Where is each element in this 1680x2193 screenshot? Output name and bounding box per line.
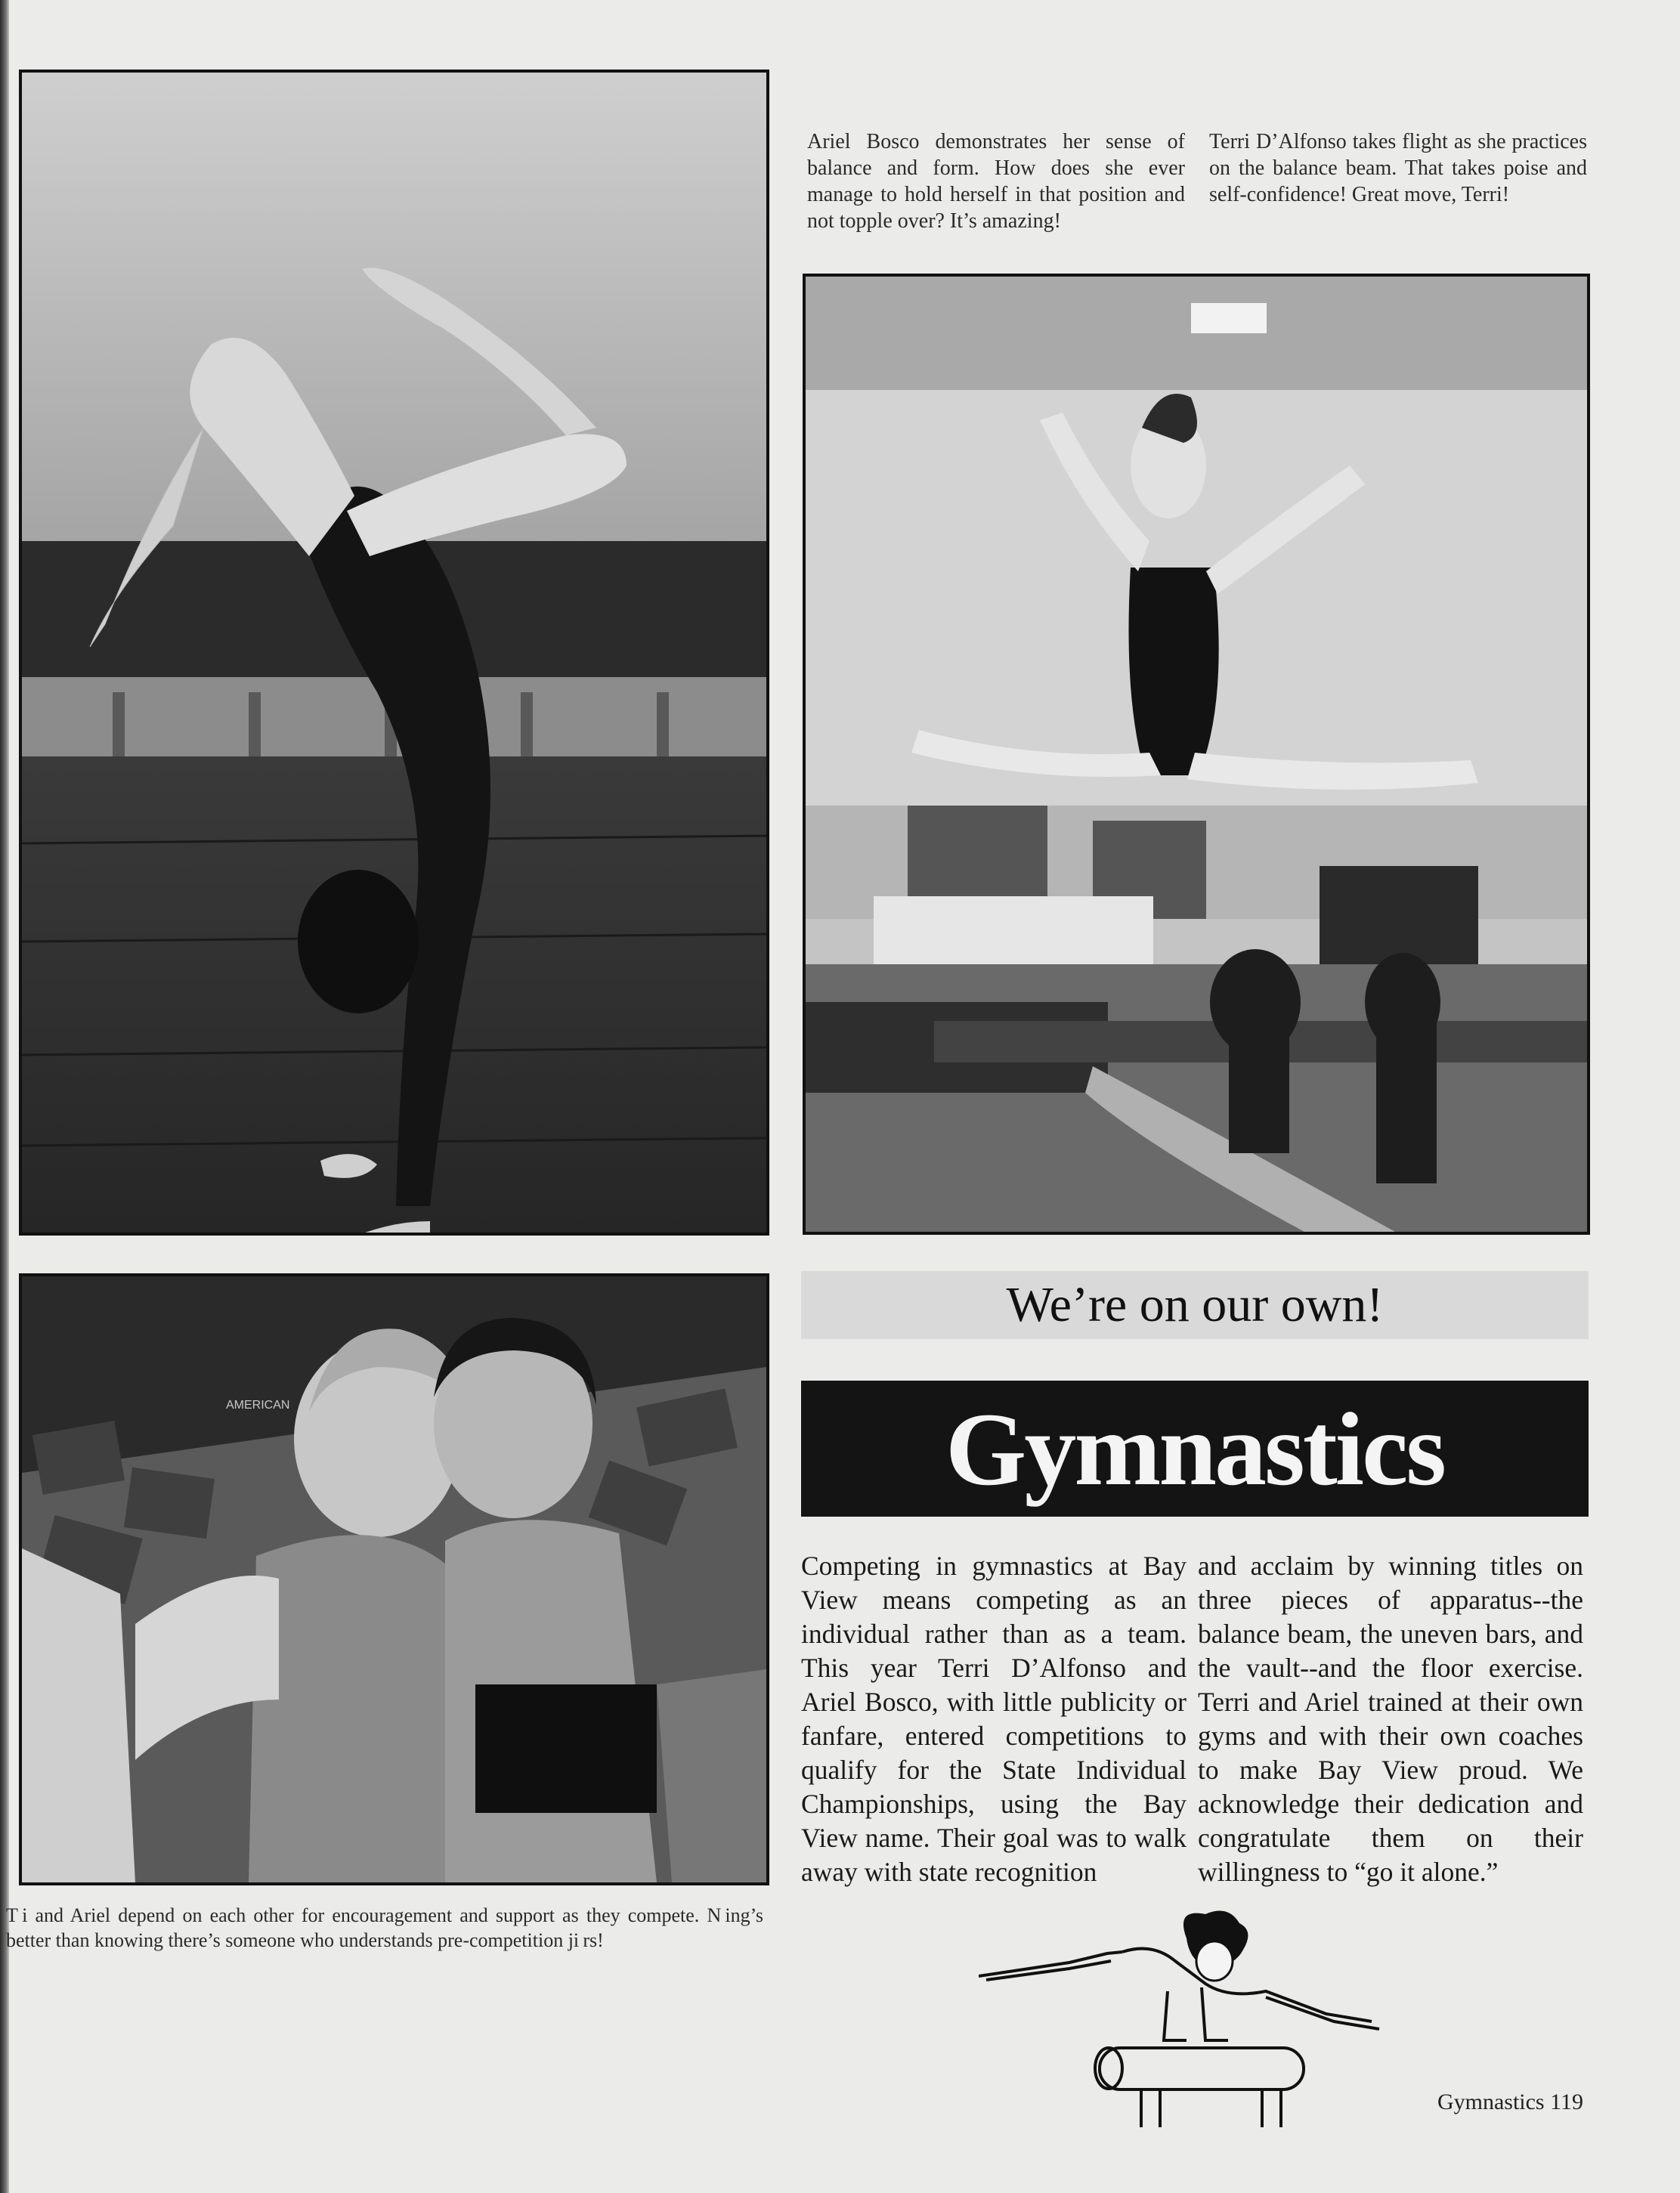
page-title: Gymnastics bbox=[945, 1390, 1444, 1507]
book-binding-edge bbox=[0, 0, 9, 2193]
handstand-photo-graphic bbox=[22, 73, 766, 1233]
subtitle-banner bbox=[801, 1271, 1589, 1339]
photo-split-leap bbox=[803, 274, 1590, 1235]
subtitle-text: We’re on our own! bbox=[1006, 1277, 1384, 1332]
leap-photo-graphic bbox=[806, 277, 1587, 1232]
title-banner bbox=[801, 1381, 1589, 1517]
photo-handstand bbox=[19, 70, 769, 1236]
photo-terri-and-ariel bbox=[19, 1273, 769, 1885]
mat-brand-text: AMERICAN bbox=[226, 1399, 290, 1412]
duo-photo-graphic bbox=[22, 1276, 766, 1882]
gymnast-on-beam-illustration bbox=[979, 1908, 1394, 2142]
caption-terri-dalfonso: Terri D’Alfonso takes flight as she practices on the balance beam. That takes poise and self-confidence! Great move, Terri! bbox=[1209, 130, 1587, 206]
body-column-1: Competing in gymnastics at Bay View means competing as an individual rather than as a team. This year Terri D’Alfonso and Ariel Bosco, with little publicity or fanfare, entered competitions to qualify for the State Individual Championships, using the Bay View name. Their goal was to walk away with state recognition bbox=[801, 1551, 1187, 1887]
body-column-2: and acclaim by winning titles on three pieces of apparatus--the balance beam, the uneven bars, and the vault--and the floor exercise. Terri and Ariel trained at their own gyms and with their own coaches to make Bay View proud. We acknowledge their dedication and congratulate them on their willingness to “go it alone.” bbox=[1198, 1551, 1583, 1887]
caption-ariel-bosco: Ariel Bosco demonstrates her sense of balance and form. How does she ever manage to hold herself in that position and not topple over? It’s amazing! bbox=[807, 130, 1185, 233]
page-folio: Gymnastics 119 bbox=[1437, 2089, 1583, 2114]
caption-terri-and-ariel: T i and Ariel depend on each other for encouragement and support as they compete. N ing’s better than knowing there’s someone who understands pre-competition ji rs! bbox=[6, 1904, 763, 1951]
